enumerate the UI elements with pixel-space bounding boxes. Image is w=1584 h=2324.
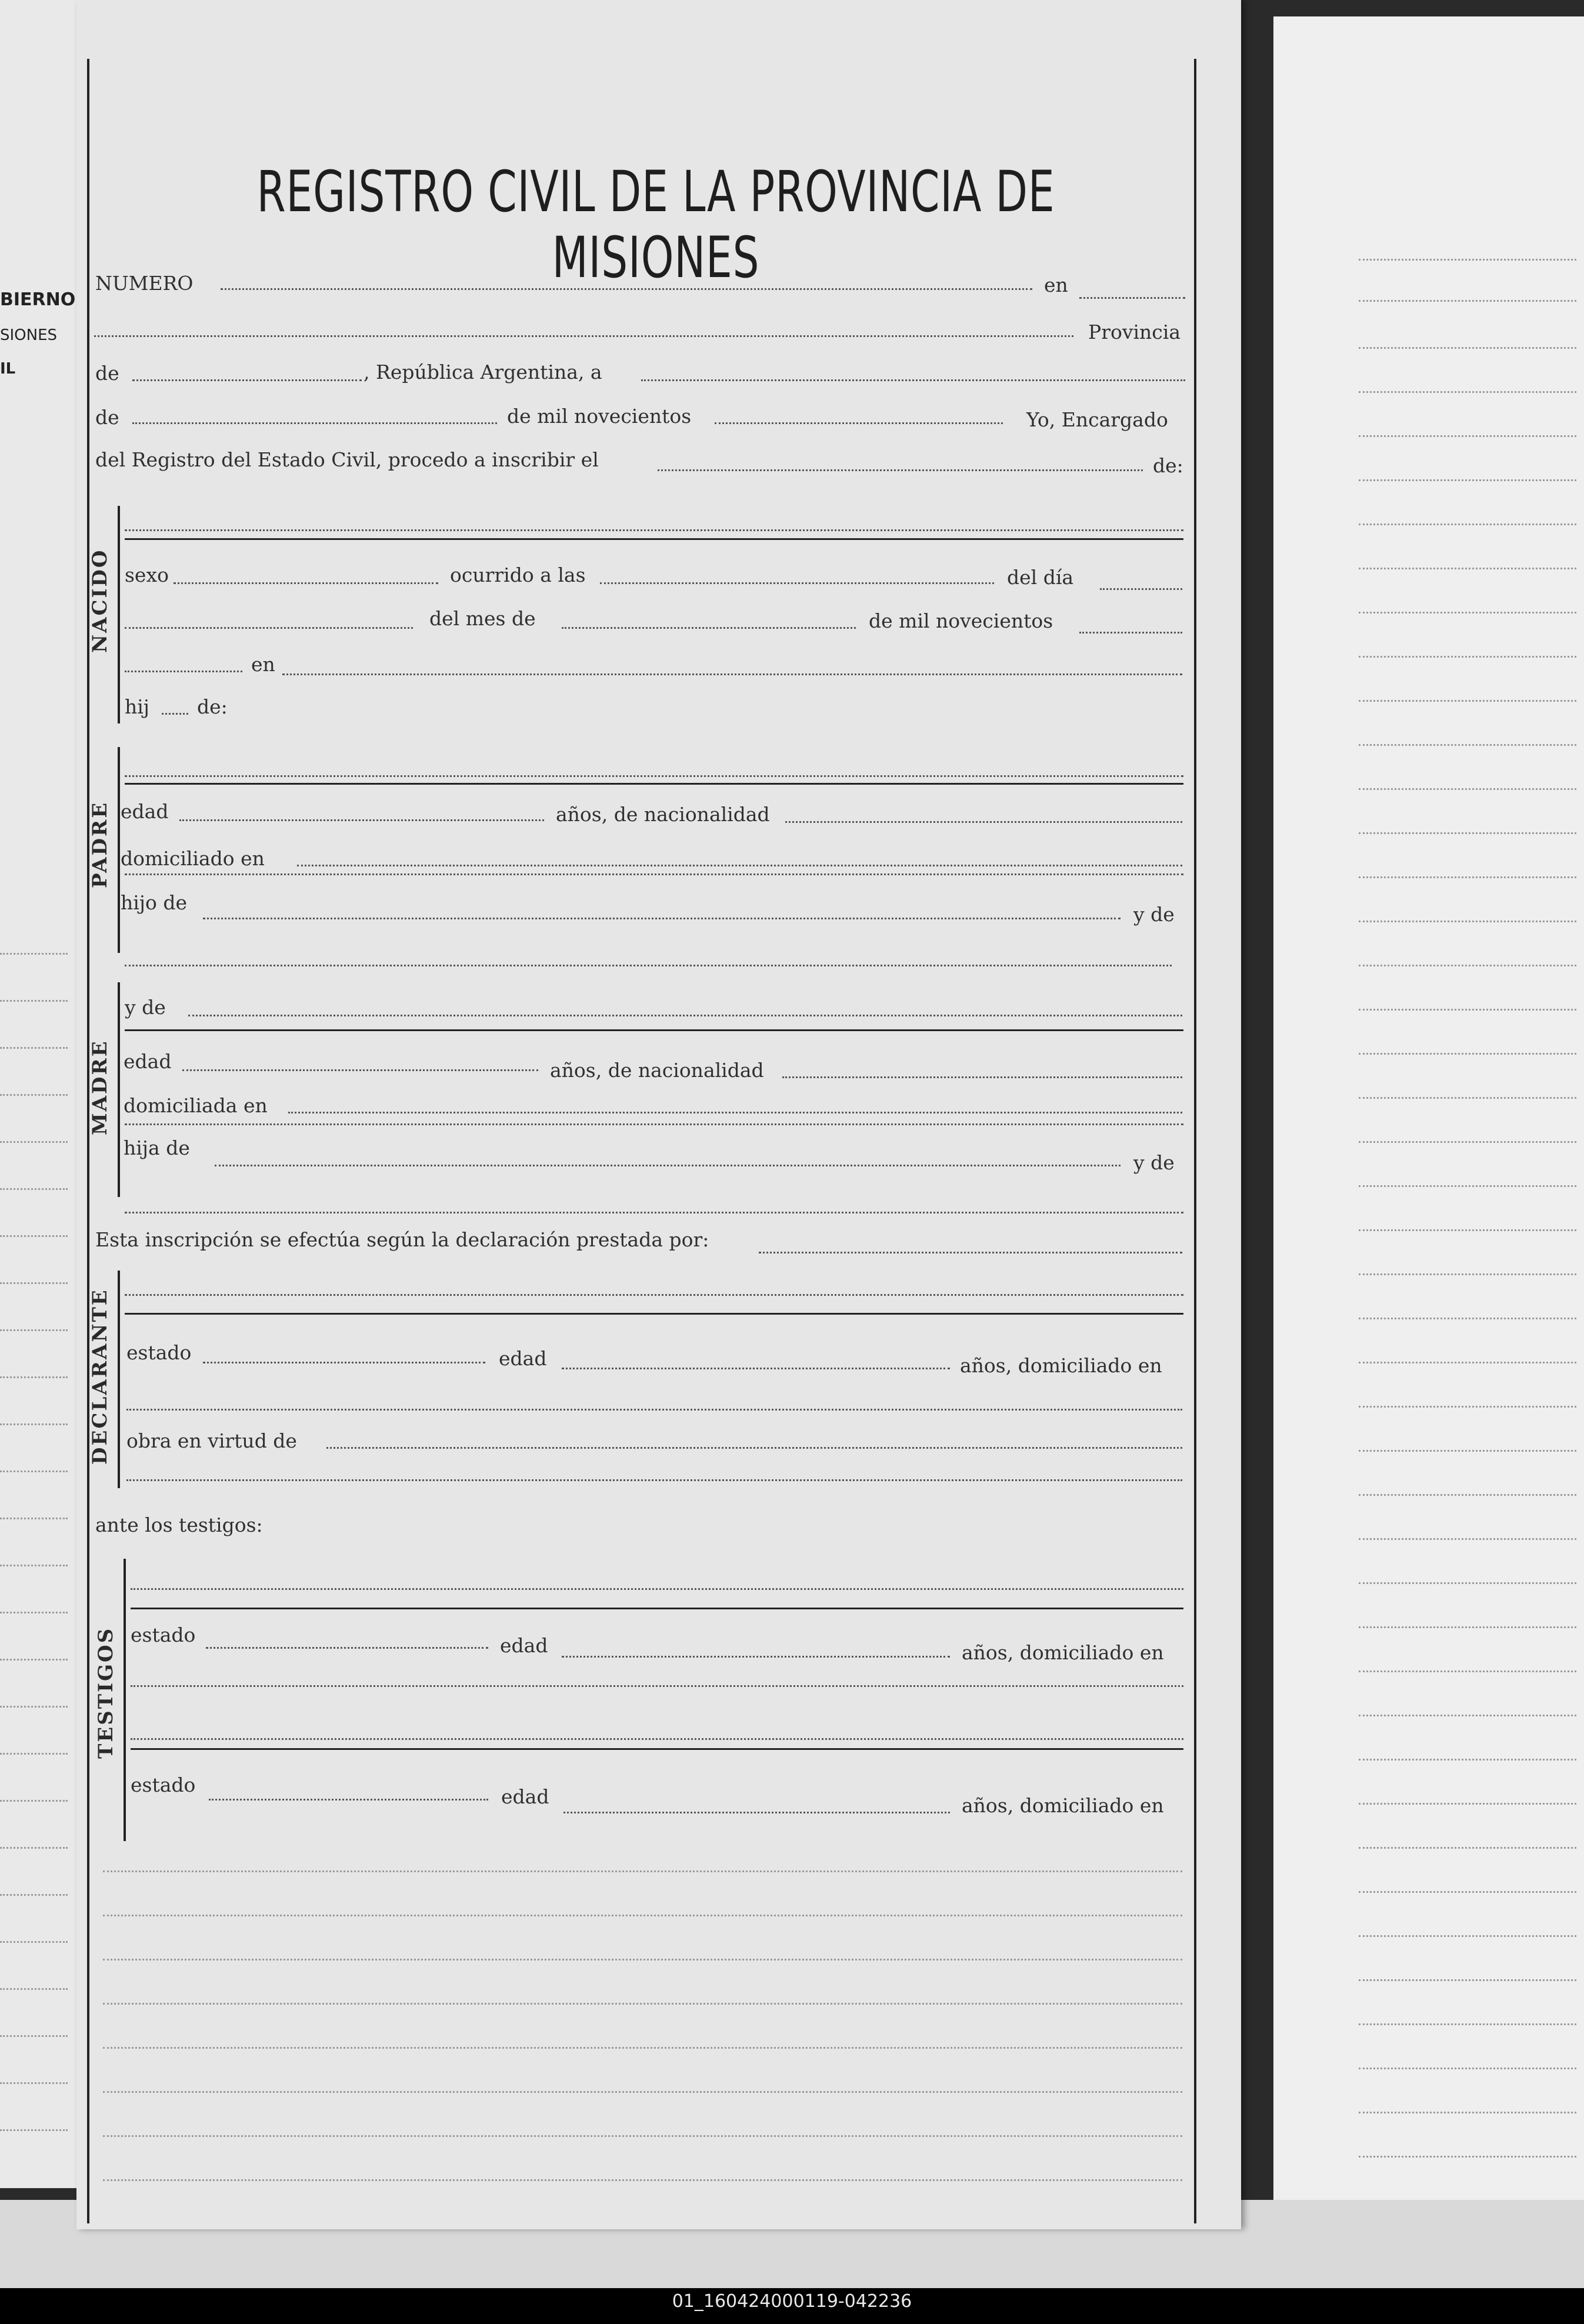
label-en-nacido: en xyxy=(251,653,275,676)
field-testigo-1[interactable] xyxy=(131,1588,1183,1590)
madre-rule xyxy=(125,1029,1183,1031)
testigos-rule-2 xyxy=(131,1748,1183,1750)
field-obra[interactable] xyxy=(326,1447,1182,1449)
footer-id: 01_160424000119-042236 xyxy=(672,2291,912,2312)
left-ruled-line xyxy=(0,1565,68,1566)
label-edad-declarante: edad xyxy=(499,1347,547,1370)
left-ruled-line xyxy=(0,1282,68,1284)
field-numero[interactable] xyxy=(221,288,1032,290)
left-ruled-line xyxy=(0,1000,68,1002)
left-page-text-3: IL xyxy=(0,360,16,378)
label-edad-testigo-1: edad xyxy=(500,1634,548,1657)
field-estado-testigo-2[interactable] xyxy=(209,1799,488,1800)
testigos-intro: ante los testigos: xyxy=(95,1513,263,1536)
label-domiciliado-testigo-2: años, domiciliado en xyxy=(962,1794,1164,1817)
label-numero: NUMERO xyxy=(95,272,194,295)
left-ruled-line xyxy=(0,1659,68,1661)
declarante-rule xyxy=(125,1313,1183,1315)
label-estado-testigo-2: estado xyxy=(131,1773,196,1796)
field-domicilio-padre[interactable] xyxy=(297,865,1182,866)
section-label-padre: PADRE xyxy=(88,801,112,888)
right-page xyxy=(1273,16,1584,2205)
nacido-bracket xyxy=(118,506,120,723)
field-anio-nacido[interactable] xyxy=(1079,632,1182,633)
field-mes-nacido[interactable] xyxy=(562,627,856,629)
label-mil-novecientos: de mil novecientos xyxy=(507,405,692,428)
field-domicilio-declarante[interactable] xyxy=(126,1409,1182,1411)
left-ruled-line xyxy=(0,1094,68,1096)
field-fecha[interactable] xyxy=(641,379,1185,381)
padre-bracket xyxy=(118,747,120,953)
field-lugar-a[interactable] xyxy=(125,671,242,672)
field-nacionalidad-madre[interactable] xyxy=(782,1076,1182,1078)
label-nacionalidad-padre: años, de nacionalidad xyxy=(556,803,770,826)
field-anio[interactable] xyxy=(715,422,1003,424)
field-dia-2[interactable] xyxy=(125,627,413,629)
field-nombre-declarante[interactable] xyxy=(125,1294,1183,1296)
section-label-declarante: DECLARANTE xyxy=(88,1288,112,1465)
left-ruled-line xyxy=(0,1941,68,1943)
label-y-de-madre: y de xyxy=(1133,1151,1175,1174)
testigos-rule-1 xyxy=(131,1608,1183,1609)
nacido-rule xyxy=(125,538,1183,540)
label-obra: obra en virtud de xyxy=(126,1429,297,1452)
field-lugar[interactable] xyxy=(94,335,1073,337)
field-padres-padre[interactable] xyxy=(203,918,1121,919)
label-y-de-padre: y de xyxy=(1133,903,1175,926)
label-edad-padre: edad xyxy=(121,800,169,823)
field-domicilio-testigo-1[interactable] xyxy=(131,1685,1183,1687)
field-edad-padre[interactable] xyxy=(179,819,544,821)
label-de-colon: de: xyxy=(1153,454,1183,477)
label-hija-de: hija de xyxy=(124,1136,190,1159)
field-dia[interactable] xyxy=(1100,588,1182,590)
left-ruled-line xyxy=(0,1471,68,1472)
madre-bracket xyxy=(118,982,120,1197)
label-de-1: de xyxy=(95,362,119,385)
left-ruled-line xyxy=(0,1188,68,1190)
field-provincia[interactable] xyxy=(132,379,362,381)
field-mes[interactable] xyxy=(132,422,497,424)
field-nombre-nacido[interactable] xyxy=(125,529,1183,531)
field-nombre-madre[interactable] xyxy=(188,1015,1182,1016)
testigos-bracket xyxy=(124,1559,126,1841)
field-domicilio-madre-2[interactable] xyxy=(125,1123,1183,1125)
label-domiciliada: domiciliada en xyxy=(124,1094,268,1117)
label-en: en xyxy=(1044,274,1068,296)
label-edad-madre: edad xyxy=(124,1050,172,1073)
field-edad-testigo-2[interactable] xyxy=(563,1812,950,1813)
field-estado-declarante[interactable] xyxy=(203,1362,485,1363)
left-ruled-line xyxy=(0,1329,68,1331)
label-del-dia: del día xyxy=(1007,566,1074,589)
label-y-de-madre-top: y de xyxy=(125,996,166,1019)
left-ruled-line xyxy=(0,1753,68,1755)
field-nombre-padre[interactable] xyxy=(125,775,1183,777)
field-edad-madre[interactable] xyxy=(182,1069,538,1071)
section-label-nacido: NACIDO xyxy=(88,548,112,653)
field-hij[interactable] xyxy=(162,713,188,715)
label-ocurrido: ocurrido a las xyxy=(450,564,586,586)
left-margin-rule xyxy=(87,59,89,2223)
left-ruled-line xyxy=(0,1047,68,1049)
label-de-2: de xyxy=(95,406,119,429)
label-del-mes: del mes de xyxy=(429,607,536,630)
left-ruled-line xyxy=(0,1423,68,1425)
field-domicilio-madre[interactable] xyxy=(288,1112,1182,1113)
label-yo-encargado: Yo, Encargado xyxy=(1026,408,1168,431)
left-ruled-line xyxy=(0,1988,68,1990)
left-ruled-line xyxy=(0,1706,68,1708)
section-label-madre: MADRE xyxy=(88,1039,112,1135)
left-page-text-1: BIERNO xyxy=(0,289,76,310)
left-page-text-2: SIONES xyxy=(0,326,58,344)
label-sexo: sexo xyxy=(125,564,169,586)
left-ruled-line xyxy=(0,953,68,955)
page-title: REGISTRO CIVIL DE LA PROVINCIA DE MISIONES xyxy=(256,159,1055,291)
declarante-bracket xyxy=(118,1271,120,1488)
label-republica: , República Argentina, a xyxy=(364,361,602,384)
left-ruled-line xyxy=(0,2129,68,2131)
left-ruled-line xyxy=(0,2082,68,2084)
label-hijo-de: hijo de xyxy=(121,891,188,914)
field-domicilio-padre-2[interactable] xyxy=(125,873,1183,875)
label-domiciliado-declarante: años, domiciliado en xyxy=(960,1354,1162,1377)
left-ruled-line xyxy=(0,1894,68,1896)
field-nacionalidad-padre[interactable] xyxy=(785,821,1182,823)
right-margin-rule xyxy=(1194,59,1196,2223)
field-obra-2[interactable] xyxy=(126,1479,1182,1481)
label-estado-testigo-1: estado xyxy=(131,1623,196,1646)
label-provincia: Provincia xyxy=(1088,321,1181,344)
left-ruled-line xyxy=(0,1235,68,1237)
field-en[interactable] xyxy=(1079,297,1185,299)
section-label-testigos: TESTIGOS xyxy=(94,1626,118,1759)
field-madre-padre[interactable] xyxy=(125,965,1172,966)
label-registro: del Registro del Estado Civil, procedo a inscribir el xyxy=(95,448,599,471)
left-ruled-line xyxy=(0,1612,68,1613)
field-testigo-2[interactable] xyxy=(131,1738,1183,1740)
label-estado-declarante: estado xyxy=(126,1341,192,1364)
padre-rule xyxy=(125,783,1183,785)
left-ruled-line xyxy=(0,2035,68,2037)
left-ruled-line xyxy=(0,1376,68,1378)
field-estado-testigo-1[interactable] xyxy=(206,1647,488,1649)
label-domiciliado-testigo-1: años, domiciliado en xyxy=(962,1641,1164,1664)
field-inscribir[interactable] xyxy=(658,469,1143,471)
label-edad-testigo-2: edad xyxy=(501,1785,549,1808)
label-de-nacido: de: xyxy=(197,695,228,718)
left-ruled-line xyxy=(0,1847,68,1849)
field-lugar-nacido[interactable] xyxy=(282,673,1182,675)
left-ruled-line xyxy=(0,1518,68,1519)
label-nacionalidad-madre: años, de nacionalidad xyxy=(550,1059,764,1082)
left-ruled-line xyxy=(0,1800,68,1802)
declaracion-text: Esta inscripción se efectúa según la declaración prestada por: xyxy=(95,1228,709,1251)
field-hora[interactable] xyxy=(600,582,994,584)
label-domiciliado: domiciliado en xyxy=(121,847,265,870)
left-ruled-line xyxy=(0,1141,68,1143)
field-edad-testigo-1[interactable] xyxy=(562,1656,950,1658)
label-hij: hij xyxy=(125,695,150,718)
field-edad-declarante[interactable] xyxy=(562,1368,950,1369)
field-declarante[interactable] xyxy=(759,1252,1182,1253)
field-madre-madre[interactable] xyxy=(125,1212,1183,1213)
label-mil-nacido: de mil novecientos xyxy=(869,609,1053,632)
field-sexo[interactable] xyxy=(174,582,438,584)
field-padres-madre[interactable] xyxy=(215,1165,1121,1166)
